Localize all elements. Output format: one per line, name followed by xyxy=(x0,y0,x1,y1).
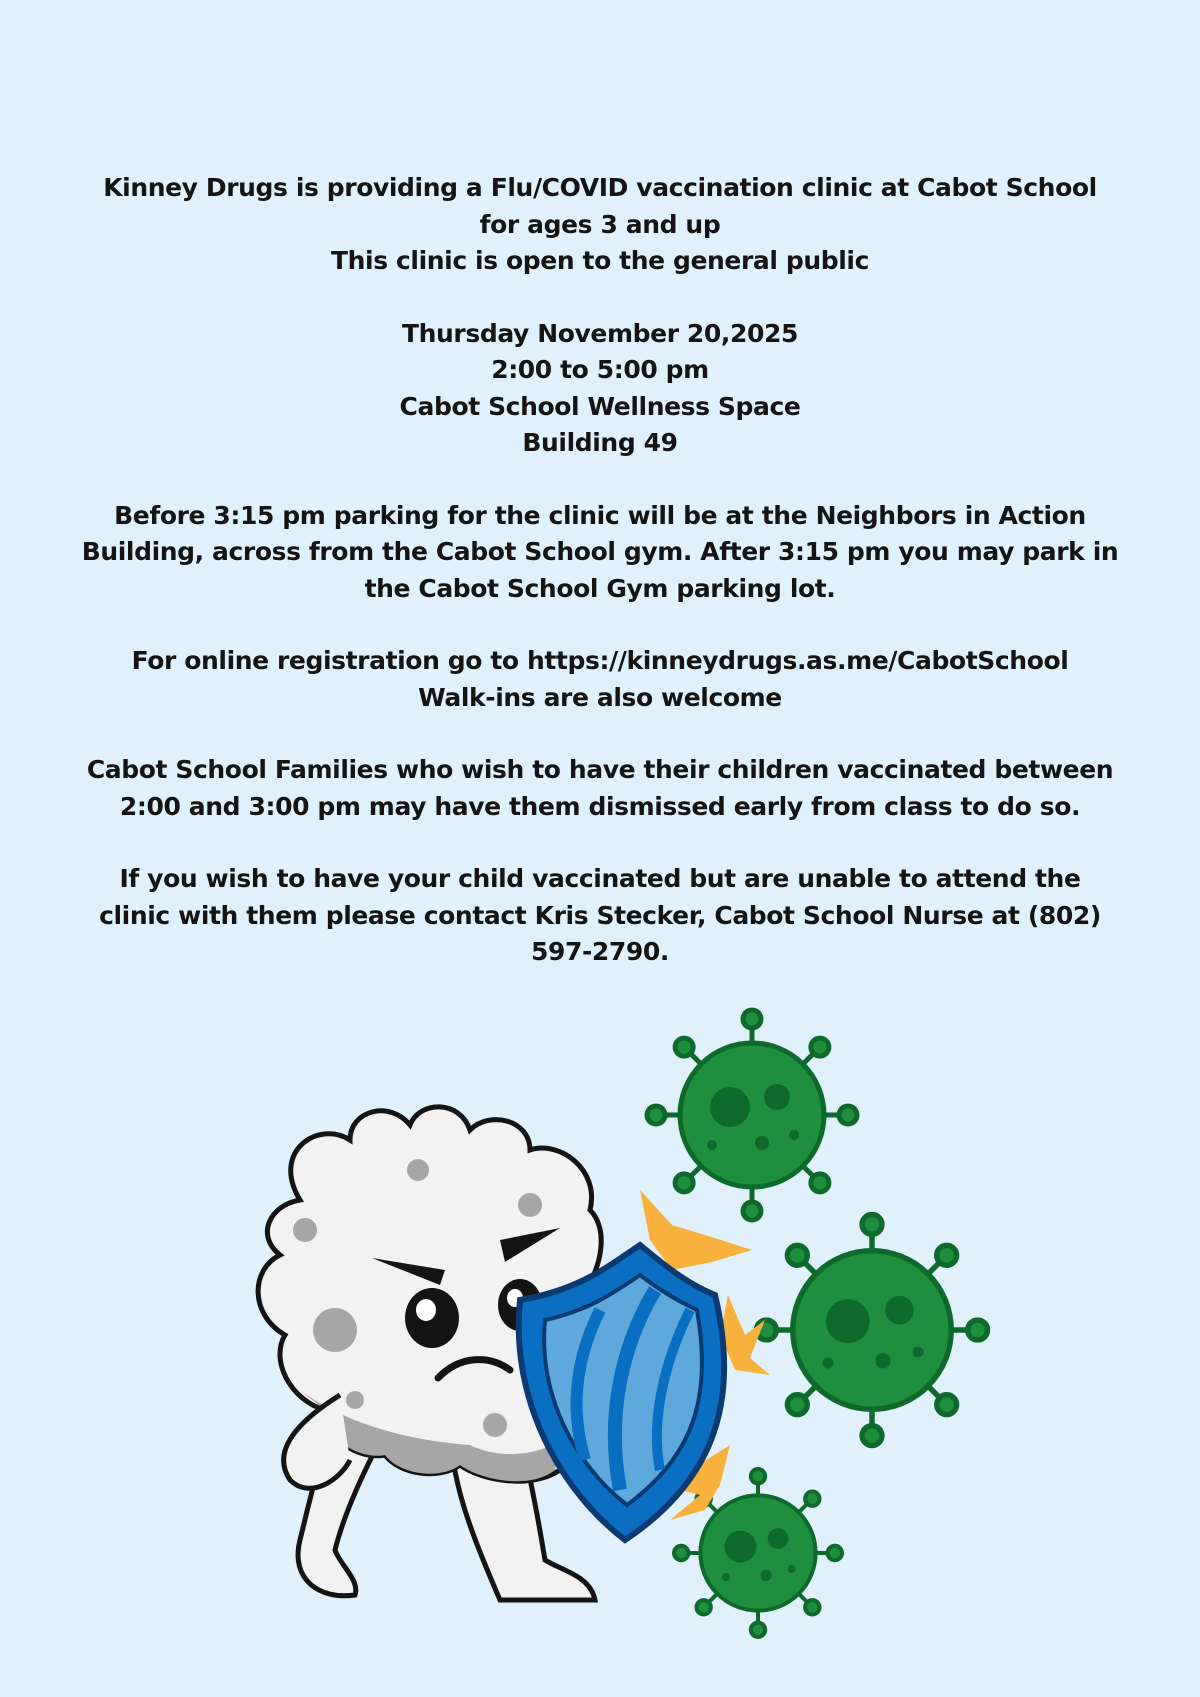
parking-info: Before 3:15 pm parking for the clinic will be at the Neighbors in Action Building, across from the Cabot School gym. After 3:15 pm you may park in the Cabot School Gym parking lot. xyxy=(81,500,1119,603)
virus-icon xyxy=(647,1010,857,1220)
event-date: Thursday November 20,2025 xyxy=(401,318,798,348)
public-note: This clinic is open to the general public xyxy=(331,246,869,275)
contact-info: If you wish to have your child vaccinated but are unable to attend the clinic with them please contact Kris Stecker, Cabot School Nurse at (802) 597-2790. xyxy=(99,864,1101,966)
virus-icon xyxy=(757,1215,988,1446)
walkins-note: Walk-ins are also welcome xyxy=(418,682,782,712)
event-building: Building 49 xyxy=(522,428,678,457)
flyer-text xyxy=(80,170,1120,971)
registration-info: For online registration go to https://kinneydrugs.as.me/CabotSchool xyxy=(131,646,1069,675)
event-time: 2:00 to 5:00 pm xyxy=(491,355,709,384)
event-location: Cabot School Wellness Space xyxy=(399,391,801,421)
illustration xyxy=(0,1000,1200,1697)
families-info: Cabot School Families who wish to have their children vaccinated between 2:00 and 3:00 pm may have them dismissed early from class to do so. xyxy=(86,755,1114,821)
intro-line: Kinney Drugs is providing a Flu/COVID vaccination clinic at Cabot School for ages 3 and up xyxy=(103,173,1097,239)
